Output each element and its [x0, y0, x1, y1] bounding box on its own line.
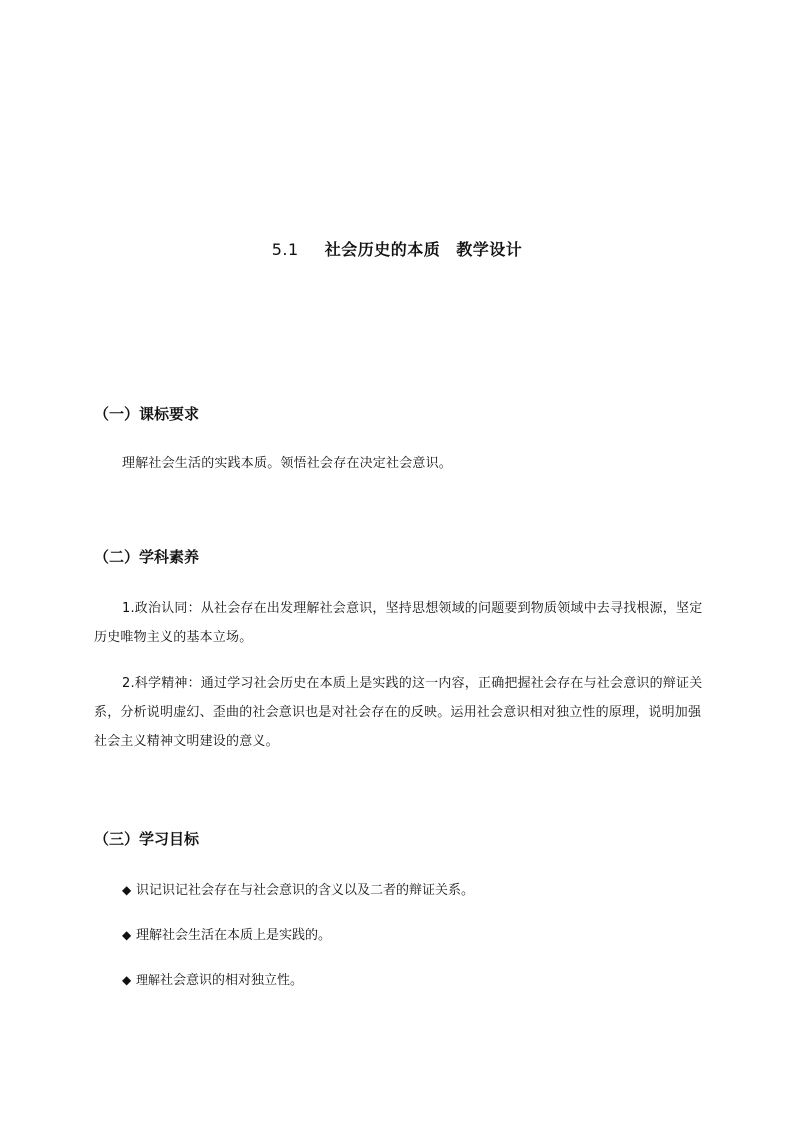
- diamond-bullet-icon: ◆: [122, 883, 132, 897]
- section-heading-objectives: （三）学习目标: [94, 830, 200, 848]
- objective-item: [122, 880, 474, 901]
- section-heading-curriculum: （一）课标要求: [94, 405, 200, 423]
- title-number: 5.1: [271, 240, 299, 259]
- objective-text: 理解社会生活在本质上是实践的。: [136, 928, 332, 943]
- section-heading-literacy: （二）学科素养: [94, 548, 200, 566]
- objective-text: 识记识记社会存在与社会意识的含义以及二者的辩证关系。: [136, 883, 475, 898]
- objective-item: [122, 925, 331, 946]
- diamond-bullet-icon: ◆: [122, 928, 132, 942]
- literacy-item-political: 1.政治认同：从社会存在出发理解社会意识，坚持思想领域的问题要到物质领域中去寻找根源，坚定历史唯物主义的基本立场。: [94, 601, 703, 645]
- page-title: [0, 238, 794, 262]
- curriculum-text: 理解社会生活的实践本质。领悟社会存在决定社会意识。: [122, 456, 453, 471]
- objective-item: [122, 970, 303, 991]
- diamond-bullet-icon: ◆: [122, 973, 132, 987]
- title-suffix: 教学设计: [456, 240, 523, 259]
- objective-text: 社会意识的相对独立性。: [160, 973, 304, 988]
- objective-text-lead: 理解: [136, 973, 161, 987]
- title-main: 社会历史的本质: [324, 240, 441, 259]
- literacy-item-science: 2.科学精神：通过学习社会历史在本质上是实践的这一内容，正确把握社会存在与社会意识的辩证关系，分析说明虚幻、歪曲的社会意识也是对社会存在的反映。运用社会意识相对独立性的原理，说明加强社会主义精神文明建设的意义。: [94, 676, 703, 749]
